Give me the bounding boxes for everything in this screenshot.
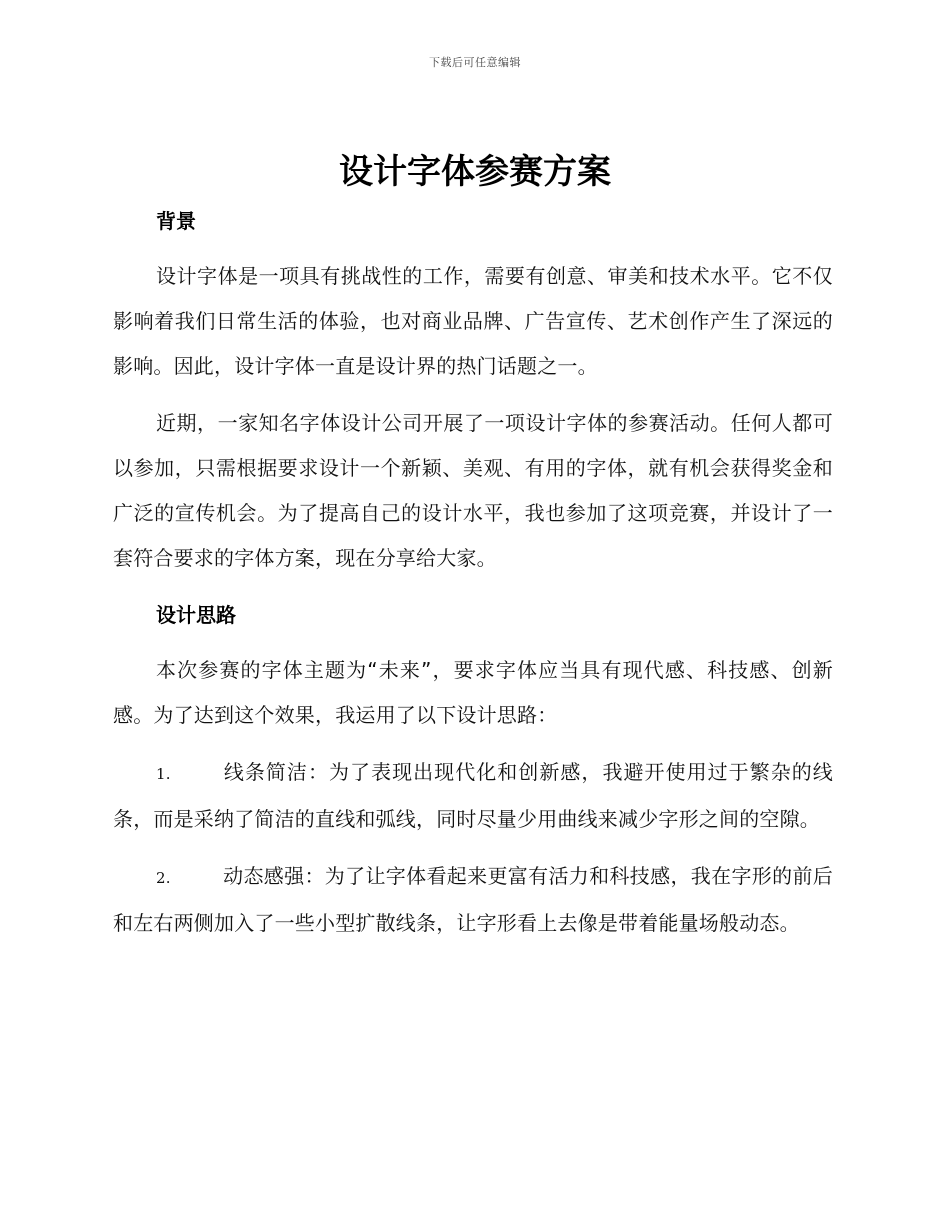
header-note: 下载后可任意编辑: [429, 56, 521, 69]
list-item-text: 线条简洁：为了表现出现代化和创新感，我避开使用过于繁杂的线条，而是采纳了简洁的直线和弧线，同时尽量少用曲线来减少字形之间的空隙。: [113, 760, 833, 831]
section-heading-background: 背景: [156, 209, 196, 233]
list-number: 2.: [156, 869, 171, 887]
paragraph: 本次参赛的字体主题为“未来”，要求字体应当具有现代感、科技感、创新感。为了达到这个效果，我运用了以下设计思路：: [113, 658, 833, 727]
list-item: [113, 750, 833, 842]
section-heading-design-ideas: 设计思路: [156, 603, 236, 627]
list-item-text: 动态感强：为了让字体看起来更富有活力和科技感，我在字形的前后和左右两侧加入了一些小型扩散线条，让字形看上去像是带着能量场般动态。: [113, 864, 833, 935]
document-body: [113, 200, 833, 946]
list-item: [113, 854, 833, 946]
paragraph: 设计字体是一项具有挑战性的工作，需要有创意、审美和技术水平。它不仅影响着我们日常生活的体验，也对商业品牌、广告宣传、艺术创作产生了深远的影响。因此，设计字体一直是设计界的热门话题之一。: [113, 264, 833, 378]
list-number: 1.: [156, 765, 171, 783]
paragraph: 近期，一家知名字体设计公司开展了一项设计字体的参赛活动。任何人都可以参加，只需根据要求设计一个新颖、美观、有用的字体，就有机会获得奖金和广泛的宣传机会。为了提高自己的设计水平，我也参加了这项竞赛，并设计了一套符合要求的字体方案，现在分享给大家。: [113, 411, 833, 570]
document-title: 设计字体参赛方案: [339, 152, 611, 192]
